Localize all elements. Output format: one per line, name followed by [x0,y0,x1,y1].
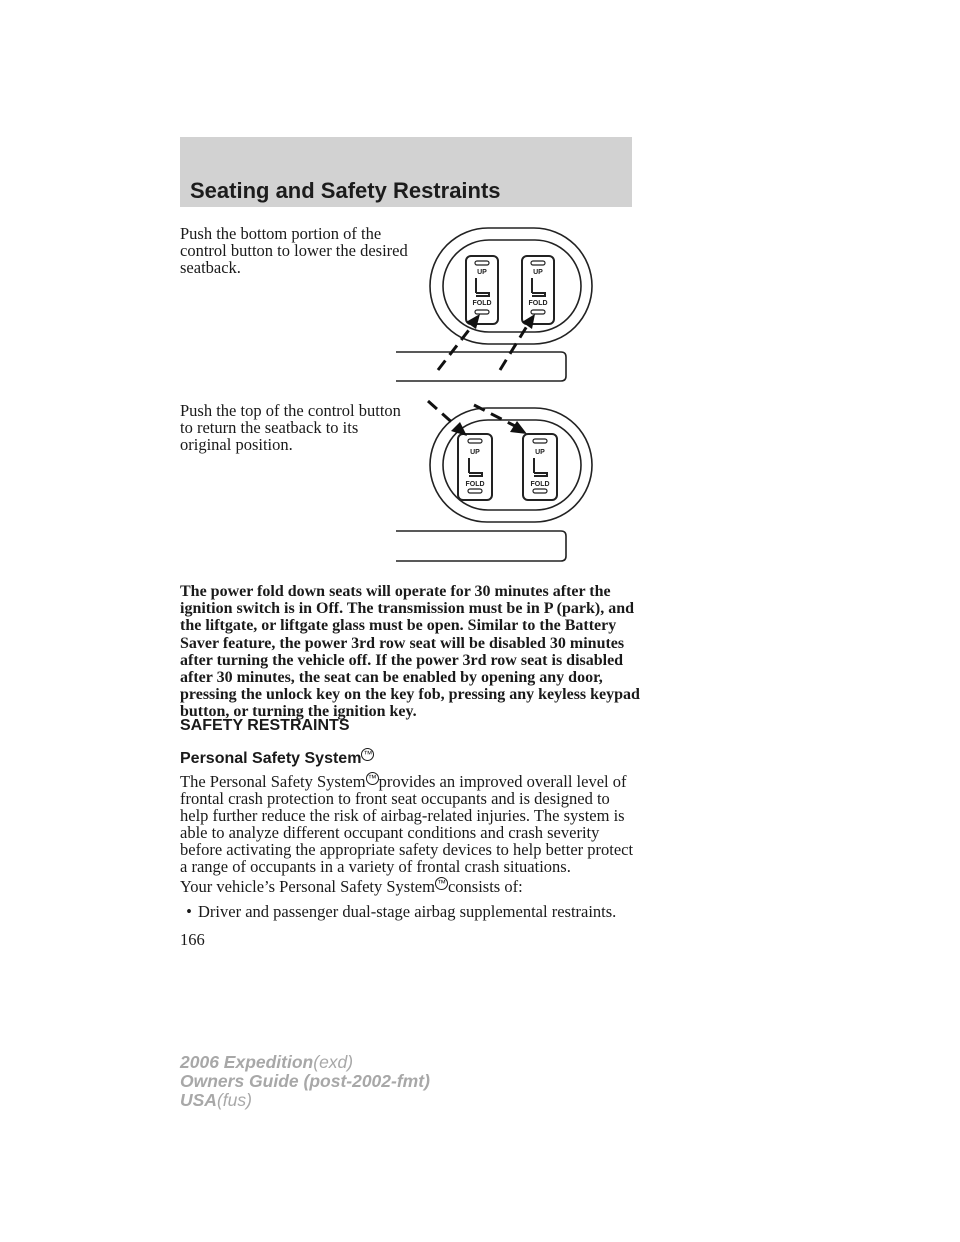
arrowhead-icon [451,422,467,436]
subheading [180,748,374,768]
instruction-lower-seatback: Push the bottom portion of the control button to lower the desired seatback. [180,224,408,277]
subheading-text: Personal Safety System [180,750,362,767]
instruction-return-seatback: Push the top of the control button to return the seatback to its original position. [180,401,401,454]
pss-consists-line: Your vehicle’s Personal Safety System ™ consists of: [180,877,523,896]
trademark-icon: ™ [436,878,446,888]
seat-control-figure-up [396,398,600,564]
trademark-icon: ™ [363,749,373,759]
fold-label: FOLD [528,300,548,307]
fold-label: FOLD [472,300,492,307]
power-fold-note: The power fold down seats will operate for 30 minutes after the ignition switch is in Off. The transmission must be in P (park), and the liftgate, or liftgate glass must be open. Similar to the Battery Saver feature, the power 3rd row seat will be disabled 30 minutes after turning the vehicle off. If the power 3rd row seat is disabled after 30 minutes, the seat can be enabled by opening any door, pressing the unlock key on the key fob, pressing any keyless keypad button, or turning the ignition key. [180,583,640,721]
up-label: UP [535,449,545,456]
arrow-line-left [428,401,456,426]
arrow-line-left [438,326,472,370]
up-switch-left [458,434,492,500]
pss-description: The Personal Safety System ™ provides an improved overall level of frontal crash protection to front seat occupants and is designed to help further reduce the risk of airbag-related injuries. The system is able to analyze different occupant conditions and crash severity before activating the appropriate safety devices to help better protect a range of occupants in a variety of frontal crash situations. [180,772,634,876]
fold-label: FOLD [530,481,550,488]
up-switch-right [523,434,557,500]
fold-switch-right [522,256,554,324]
list-item [180,903,650,920]
fold-switch-left [466,256,498,324]
fold-label: FOLD [465,481,485,488]
seat-control-figure-fold [396,222,600,384]
arrowhead-icon [510,421,527,434]
up-label: UP [470,449,480,456]
up-label: UP [533,269,543,276]
list-item-text: Driver and passenger dual-stage airbag supplemental restraints. [198,902,617,921]
page-number: 166 [180,930,205,949]
up-label: UP [477,269,487,276]
page-header-title: Seating and Safety Restraints [190,178,501,203]
trademark-icon: ™ [367,773,377,783]
bullet-icon: • [186,902,192,921]
section-heading: SAFETY RESTRAINTS [180,717,350,734]
document-footer: 2006 Expedition(exd) Owners Guide (post-2002-fmt) USA(fus) [180,1052,430,1110]
